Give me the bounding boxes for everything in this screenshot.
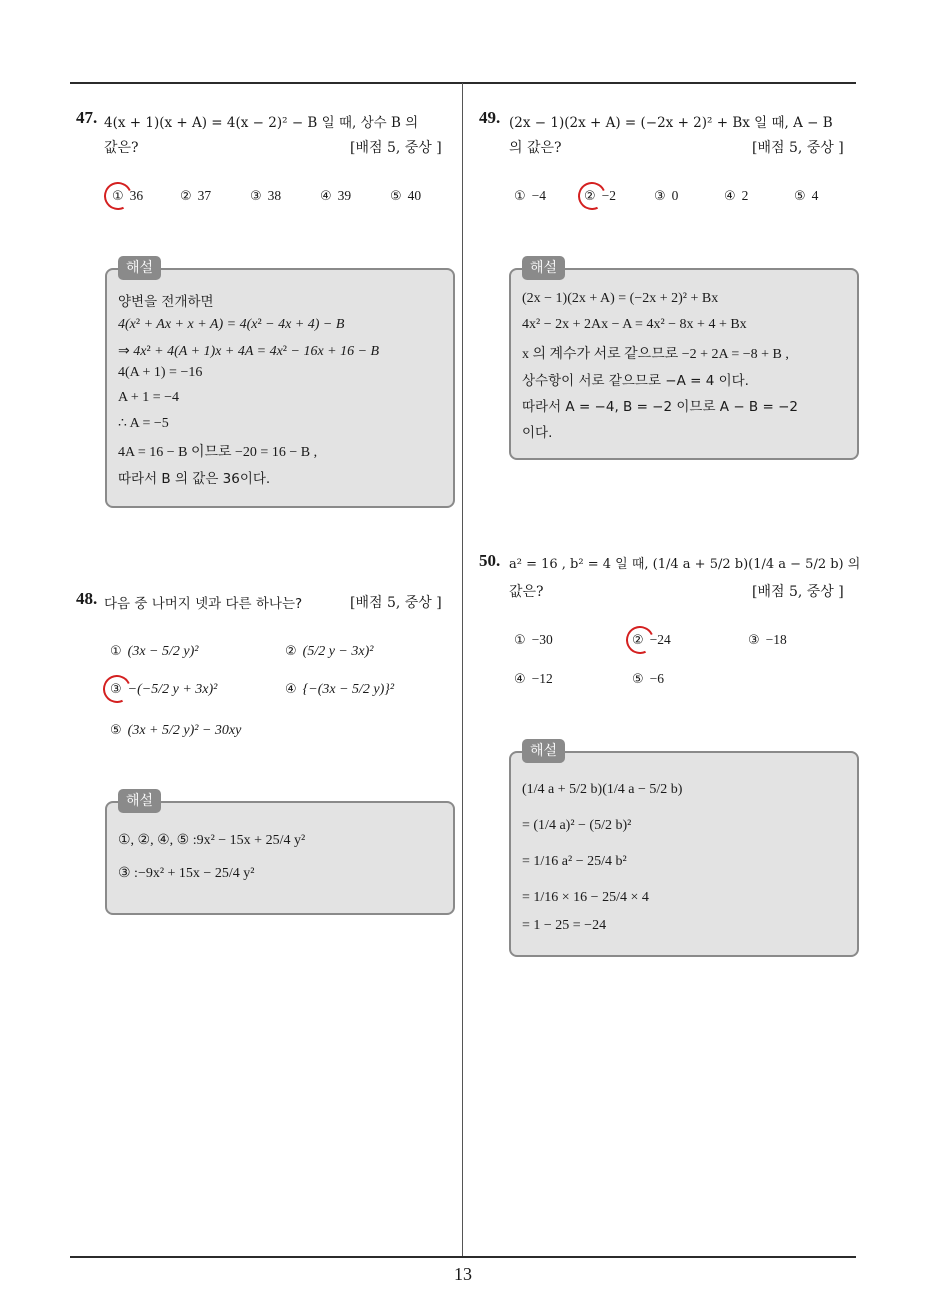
option-3[interactable] — [250, 188, 281, 204]
option-circle: ⑤ — [794, 189, 806, 204]
option-value: −2 — [601, 188, 617, 203]
question-meta: [배점 5, 중상 ] — [350, 595, 442, 611]
option-circle: ⑤ — [390, 189, 402, 204]
option-1[interactable] — [110, 643, 198, 660]
option-circle: ④ — [320, 189, 332, 204]
footer-rule — [70, 1256, 856, 1258]
option-value: 4 — [811, 188, 819, 203]
question-meta: [배점 5, 중상 ] — [752, 584, 844, 600]
option-4[interactable] — [285, 681, 394, 698]
option-circle: ② — [285, 644, 297, 659]
option-3[interactable] — [748, 632, 787, 648]
option-value: (3x + 5/2 y)² − 30xy — [127, 723, 242, 738]
solution-tag: 해설 — [118, 789, 161, 813]
answer-mark-icon — [99, 671, 135, 707]
question-stem: a² = 16 , b² = 4 일 때, (1/4 a + 5/2 b)(1/4 a − 5/2 b) 의 — [509, 557, 861, 572]
option-value: 39 — [337, 188, 352, 203]
solution-line: A + 1 = −4 — [118, 390, 180, 405]
header-rule — [70, 82, 856, 84]
question-stem: 다음 중 나머지 넷과 다른 하나는? — [104, 596, 303, 612]
solution-tag: 해설 — [118, 256, 161, 280]
question-stem: 4(x + 1)(x + A) = 4(x − 2)² − B 일 때, 상수 B 의 — [104, 115, 419, 131]
solution-line: 4(A + 1) = −16 — [118, 365, 203, 380]
option-circle: ④ — [724, 189, 736, 204]
option-circle: ① — [110, 644, 122, 659]
option-value: (3x − 5/2 y)² — [127, 644, 199, 659]
option-value: 0 — [671, 188, 679, 203]
question-number: 48. — [76, 589, 98, 608]
option-value: (5/2 y − 3x)² — [302, 644, 374, 659]
option-2[interactable] — [180, 188, 211, 204]
solution-line: (1/4 a + 5/2 b)(1/4 a − 5/2 b) — [522, 782, 683, 797]
option-value: −(−5/2 y + 3x)² — [127, 682, 218, 697]
question-stem-cont: 의 값은? — [509, 140, 562, 156]
option-value: −18 — [765, 632, 787, 647]
option-3[interactable] — [654, 188, 678, 204]
question-number: 50. — [479, 551, 501, 570]
option-value: 38 — [267, 188, 282, 203]
option-5[interactable] — [390, 188, 421, 204]
option-value: −12 — [531, 671, 553, 686]
option-circle: ② — [584, 189, 596, 204]
question-stem-cont: 값은? — [104, 140, 139, 156]
question-meta: [배점 5, 중상 ] — [350, 140, 442, 156]
option-circle: ③ — [250, 189, 262, 204]
option-circle: ① — [112, 189, 124, 204]
option-value: 2 — [741, 188, 749, 203]
solution-line: ∴ A = −5 — [118, 416, 169, 431]
question-meta: [배점 5, 중상 ] — [752, 140, 844, 156]
page-number: 13 — [454, 1264, 472, 1284]
option-value: 36 — [129, 188, 144, 203]
solution-line: 따라서 B 의 값은 36이다. — [118, 471, 271, 487]
answer-mark-icon — [100, 178, 136, 214]
solution-tag: 해설 — [522, 739, 565, 763]
question-number: 49. — [479, 108, 501, 127]
option-circle: ③ — [110, 682, 122, 697]
solution-line: (2x − 1)(2x + A) = (−2x + 2)² + Bx — [522, 291, 719, 306]
option-value: −6 — [649, 671, 665, 686]
solution-line: 4x² − 2x + 2Ax − A = 4x² − 8x + 4 + Bx — [522, 317, 747, 332]
solution-tag: 해설 — [522, 256, 565, 280]
question-stem: (2x − 1)(2x + A) = (−2x + 2)² + Bx 일 때, A − B — [509, 115, 833, 131]
answer-mark-icon — [622, 622, 658, 658]
solution-line: ①, ②, ④, ⑤ :9x² − 15x + 25/4 y² — [118, 833, 306, 848]
option-circle: ② — [180, 189, 192, 204]
solution-line: 양변을 전개하면 — [118, 294, 214, 310]
option-value: 40 — [407, 188, 422, 203]
option-5[interactable] — [632, 671, 664, 687]
solution-line: ⇒ 4x² + 4(A + 1)x + 4A = 4x² − 16x + 16 − B — [118, 344, 380, 359]
column-divider — [462, 83, 463, 1258]
question-stem-cont: 값은? — [509, 584, 544, 600]
option-circle: ⑤ — [632, 672, 644, 687]
option-circle: ③ — [748, 633, 760, 648]
solution-line: = (1/4 a)² − (5/2 b)² — [522, 818, 632, 833]
option-circle: ① — [514, 189, 526, 204]
solution-line: 이다. — [522, 425, 553, 441]
option-circle: ③ — [654, 189, 666, 204]
solution-line: = 1/16 a² − 25/4 b² — [522, 854, 627, 869]
solution-line: = 1/16 × 16 − 25/4 × 4 — [522, 890, 649, 905]
option-value: −24 — [649, 632, 671, 647]
solution-line: x 의 계수가 서로 같으므로 −2 + 2A = −8 + B , — [522, 347, 789, 362]
solution-line: 4(x² + Ax + x + A) = 4(x² − 4x + 4) − B — [118, 317, 345, 332]
option-value: {−(3x − 5/2 y)}² — [302, 682, 395, 697]
option-1[interactable] — [514, 188, 546, 204]
solution-line: 4A = 16 − B 이므로 −20 = 16 − B , — [118, 445, 318, 460]
option-circle: ④ — [514, 672, 526, 687]
option-5[interactable] — [794, 188, 818, 204]
solution-line: ③ :−9x² + 15x − 25/4 y² — [118, 866, 255, 881]
option-4[interactable] — [320, 188, 351, 204]
option-value: −30 — [531, 632, 553, 647]
option-circle: ① — [514, 633, 526, 648]
option-circle: ② — [632, 633, 644, 648]
question-number: 47. — [76, 108, 98, 127]
solution-line: 따라서 A = −4, B = −2 이므로 A − B = −2 — [522, 399, 798, 415]
option-circle: ④ — [285, 682, 297, 697]
solution-line: 상수항이 서로 같으므로 −A = 4 이다. — [522, 373, 749, 389]
option-5[interactable] — [110, 722, 241, 739]
solution-box — [105, 801, 455, 915]
option-2[interactable] — [285, 643, 373, 660]
option-4[interactable] — [724, 188, 748, 204]
answer-mark-icon — [574, 178, 610, 214]
option-circle: ⑤ — [110, 723, 122, 738]
option-value: −4 — [531, 188, 547, 203]
option-1[interactable] — [514, 632, 553, 648]
option-4[interactable] — [514, 671, 553, 687]
solution-line: = 1 − 25 = −24 — [522, 918, 607, 933]
option-value: 37 — [197, 188, 212, 203]
